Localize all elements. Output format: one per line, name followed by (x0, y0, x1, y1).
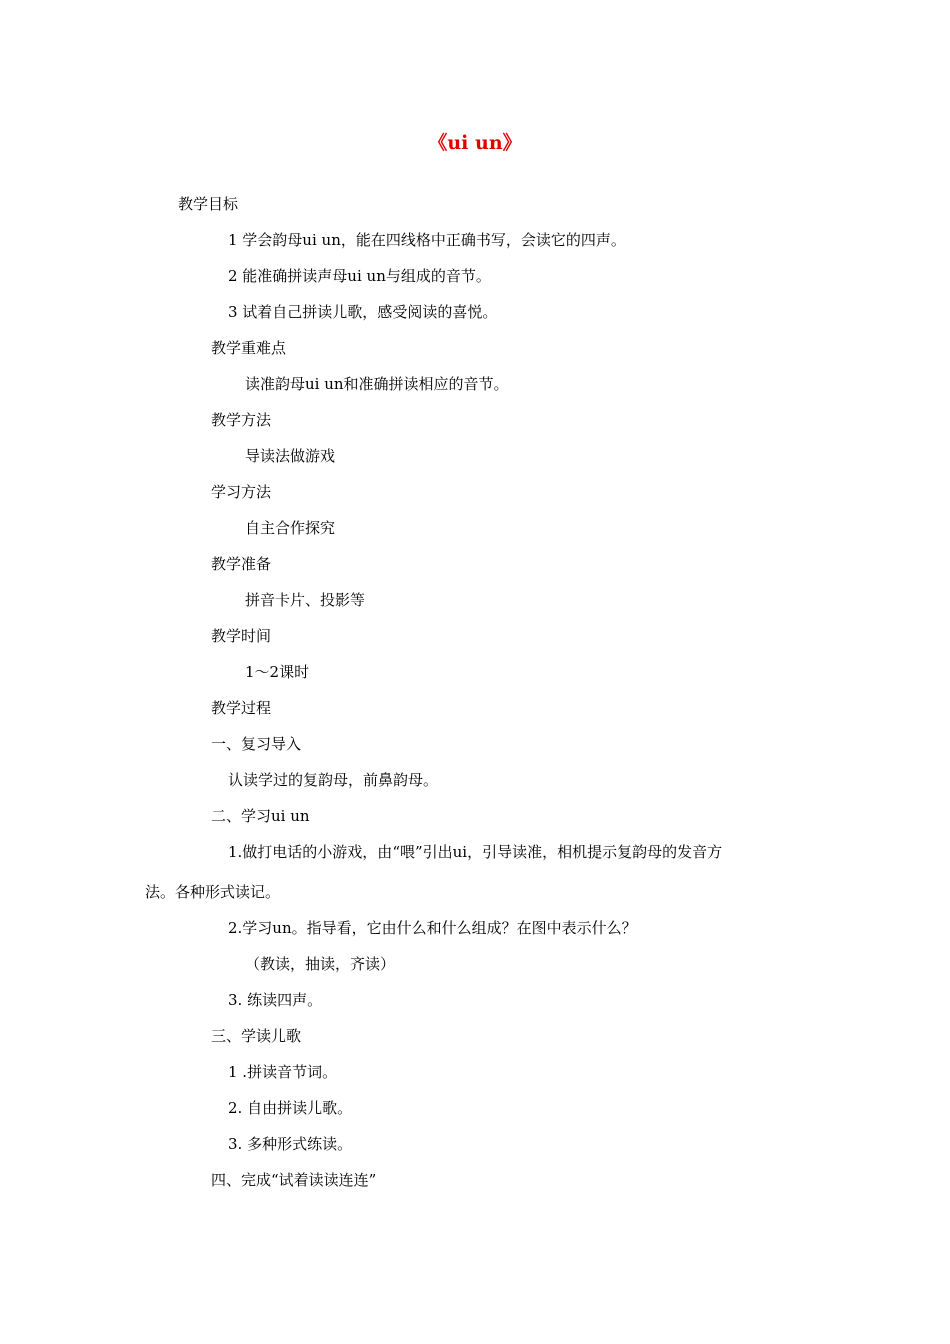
goal-1: 1 学会韵母ui un，能在四线格中正确书写，会读它的四声。 (228, 231, 626, 249)
heading-teaching-method: 教学方法 (211, 411, 272, 429)
section-two-item-2-note: （教读，抽读，齐读） (245, 955, 396, 973)
key-points-text: 读准韵母ui un和准确拼读相应的音节。 (245, 375, 509, 393)
goal-2: 2 能准确拼读声母ui un与组成的音节。 (228, 267, 491, 285)
heading-teaching-goals: 教学目标 (178, 195, 239, 213)
section-two-heading: 二、学习ui un (211, 807, 310, 825)
section-four-heading: 四、完成“试着读读连连” (211, 1171, 377, 1189)
section-two-item-3: 3. 练读四声。 (228, 991, 323, 1009)
teaching-time-text: 1～2课时 (245, 663, 310, 681)
heading-teaching-time: 教学时间 (211, 627, 272, 645)
learning-method-text: 自主合作探究 (245, 519, 336, 537)
section-three-item-2: 2. 自由拼读儿歌。 (228, 1099, 353, 1117)
heading-learning-method: 学习方法 (211, 483, 272, 501)
section-two-item-1: 1.做打电话的小游戏，由“喂”引出ui，引导读准，相机提示复韵母的发音方 (228, 843, 723, 861)
section-one-heading: 一、复习导入 (211, 735, 302, 753)
section-three-heading: 三、学读儿歌 (211, 1027, 302, 1045)
preparation-text: 拼音卡片、投影等 (245, 591, 366, 609)
section-two-item-2: 2.学习un。指导看，它由什么和什么组成？在图中表示什么？ (228, 919, 637, 937)
section-one-text: 认读学过的复韵母，前鼻韵母。 (228, 771, 439, 789)
heading-preparation: 教学准备 (211, 555, 272, 573)
heading-key-points: 教学重难点 (211, 339, 287, 357)
section-three-item-1: 1 .拼读音节词。 (228, 1063, 338, 1081)
document-title: 《ui un》 (428, 132, 522, 154)
section-three-item-3: 3. 多种形式练读。 (228, 1135, 353, 1153)
section-two-item-1-continued: 法。各种形式读记。 (145, 883, 281, 901)
goal-3: 3 试着自己拼读儿歌，感受阅读的喜悦。 (228, 303, 498, 321)
heading-teaching-process: 教学过程 (211, 699, 272, 717)
teaching-method-text: 导读法做游戏 (245, 447, 336, 465)
